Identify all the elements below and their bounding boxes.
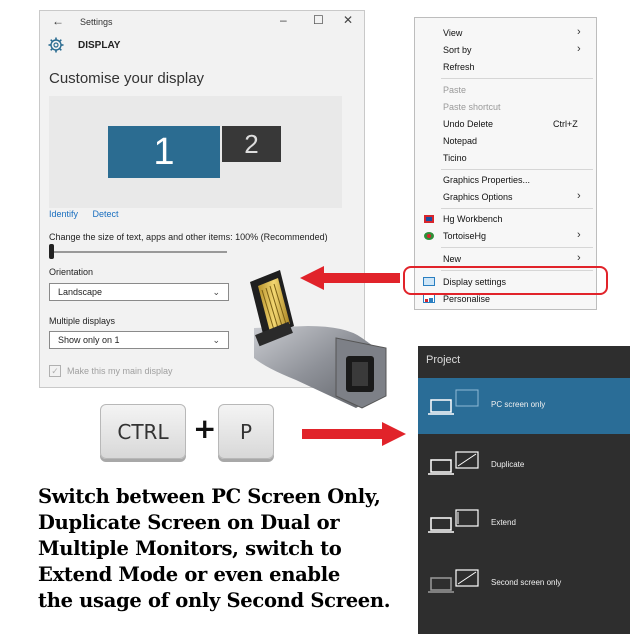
menu-item-undo-delete[interactable]: Undo Delete — [443, 119, 494, 129]
pc-screen-only-icon — [428, 388, 484, 418]
submenu-arrow-icon: › — [577, 43, 581, 55]
submenu-arrow-icon: › — [577, 252, 581, 264]
main-display-label: Make this my main display — [67, 366, 173, 376]
caption-line: Extend Mode or even enable — [38, 563, 340, 586]
section-header — [48, 35, 120, 55]
project-option-label: Extend — [491, 518, 516, 527]
maximize-icon[interactable]: ☐ — [313, 13, 324, 27]
submenu-arrow-icon: › — [577, 190, 581, 202]
monitor-links — [49, 209, 131, 219]
caption-line: Switch between PC Screen Only, — [38, 485, 381, 508]
project-option-duplicate[interactable] — [418, 436, 630, 496]
display-settings-highlight — [403, 266, 608, 295]
scale-slider-track[interactable] — [49, 251, 227, 253]
monitor-1[interactable]: 1 — [108, 126, 220, 178]
caption-line: Multiple Monitors, switch to — [38, 537, 342, 560]
minimize-icon[interactable]: – — [280, 13, 287, 27]
caption-line: the usage of only Second Screen. — [38, 589, 391, 612]
scale-slider-thumb[interactable] — [49, 244, 54, 259]
tortoisehg-icon — [423, 231, 435, 241]
chevron-down-icon: ⌄ — [212, 287, 220, 297]
undo-shortcut: Ctrl+Z — [553, 119, 578, 129]
orientation-label: Orientation — [49, 267, 94, 277]
section-title: DISPLAY — [78, 39, 121, 51]
arrow-left-icon — [300, 266, 400, 290]
menu-item-ticino[interactable]: Ticino — [443, 153, 467, 163]
project-option-label: Second screen only — [491, 578, 562, 587]
menu-item-notepad[interactable]: Notepad — [443, 136, 478, 146]
personalise-icon — [423, 294, 435, 304]
caption-line: Duplicate Screen on Dual or — [38, 511, 340, 534]
hg-workbench-icon — [423, 214, 435, 224]
menu-item-graphics-properties[interactable]: Graphics Properties... — [443, 175, 531, 185]
title-bar — [40, 11, 364, 33]
arrow-right-icon — [302, 422, 406, 446]
multiple-displays-value: Show only on 1 — [58, 335, 120, 345]
submenu-arrow-icon: › — [577, 26, 581, 38]
monitor-arrangement — [49, 96, 342, 208]
project-option-pc-screen-only[interactable] — [418, 378, 630, 434]
second-screen-only-icon — [428, 566, 484, 596]
ctrl-key: CTRL — [100, 404, 186, 459]
project-option-label: Duplicate — [491, 460, 525, 469]
menu-item-personalise[interactable]: Personalise — [443, 294, 491, 304]
detect-link[interactable]: Detect — [92, 209, 119, 219]
monitor-2[interactable]: 2 — [222, 126, 281, 162]
project-title: Project — [426, 354, 461, 366]
caption-text — [38, 484, 418, 614]
orientation-value: Landscape — [58, 287, 103, 297]
project-option-extend[interactable] — [418, 496, 630, 556]
close-icon[interactable]: ✕ — [343, 13, 354, 27]
identify-link[interactable]: Identify — [49, 209, 79, 219]
p-key: P — [218, 404, 274, 459]
menu-separator — [441, 208, 593, 209]
project-option-label: PC screen only — [491, 400, 546, 409]
submenu-arrow-icon: › — [577, 229, 581, 241]
menu-item-view[interactable]: View — [443, 28, 463, 38]
menu-item-sort-by[interactable]: Sort by — [443, 45, 472, 55]
displayport-adapter-image — [236, 268, 406, 418]
project-option-second-screen-only[interactable] — [418, 556, 630, 616]
menu-separator — [441, 247, 593, 248]
menu-item-hg-workbench[interactable]: Hg Workbench — [443, 214, 503, 224]
menu-item-new[interactable]: New — [443, 254, 462, 264]
back-arrow-icon[interactable]: ← — [52, 14, 64, 28]
menu-item-display-settings[interactable]: Display settings — [443, 277, 507, 287]
multiple-displays-dropdown[interactable] — [49, 331, 229, 349]
scale-label: Change the size of text, apps and other items: 100% (Recommended) — [49, 232, 328, 242]
orientation-dropdown[interactable] — [49, 283, 229, 301]
menu-item-paste-shortcut[interactable]: Paste shortcut — [443, 102, 501, 112]
chevron-down-icon: ⌄ — [212, 335, 220, 345]
main-display-checkbox[interactable]: ✓ — [49, 365, 61, 377]
project-panel — [418, 346, 630, 634]
multiple-displays-label: Multiple displays — [49, 316, 116, 326]
extend-icon — [428, 506, 484, 536]
duplicate-icon — [428, 448, 484, 478]
menu-separator — [441, 78, 593, 79]
menu-separator — [441, 169, 593, 170]
menu-item-paste[interactable]: Paste — [443, 85, 467, 95]
page-title: Customise your display — [49, 70, 205, 87]
gear-icon — [48, 37, 64, 53]
menu-item-graphics-options[interactable]: Graphics Options — [443, 192, 513, 202]
window-title: Settings — [80, 17, 113, 27]
menu-item-refresh[interactable]: Refresh — [443, 62, 475, 72]
plus-sign: + — [193, 412, 217, 445]
menu-item-tortoisehg[interactable]: TortoiseHg — [443, 231, 487, 241]
main-display-checkbox-row — [49, 365, 173, 377]
